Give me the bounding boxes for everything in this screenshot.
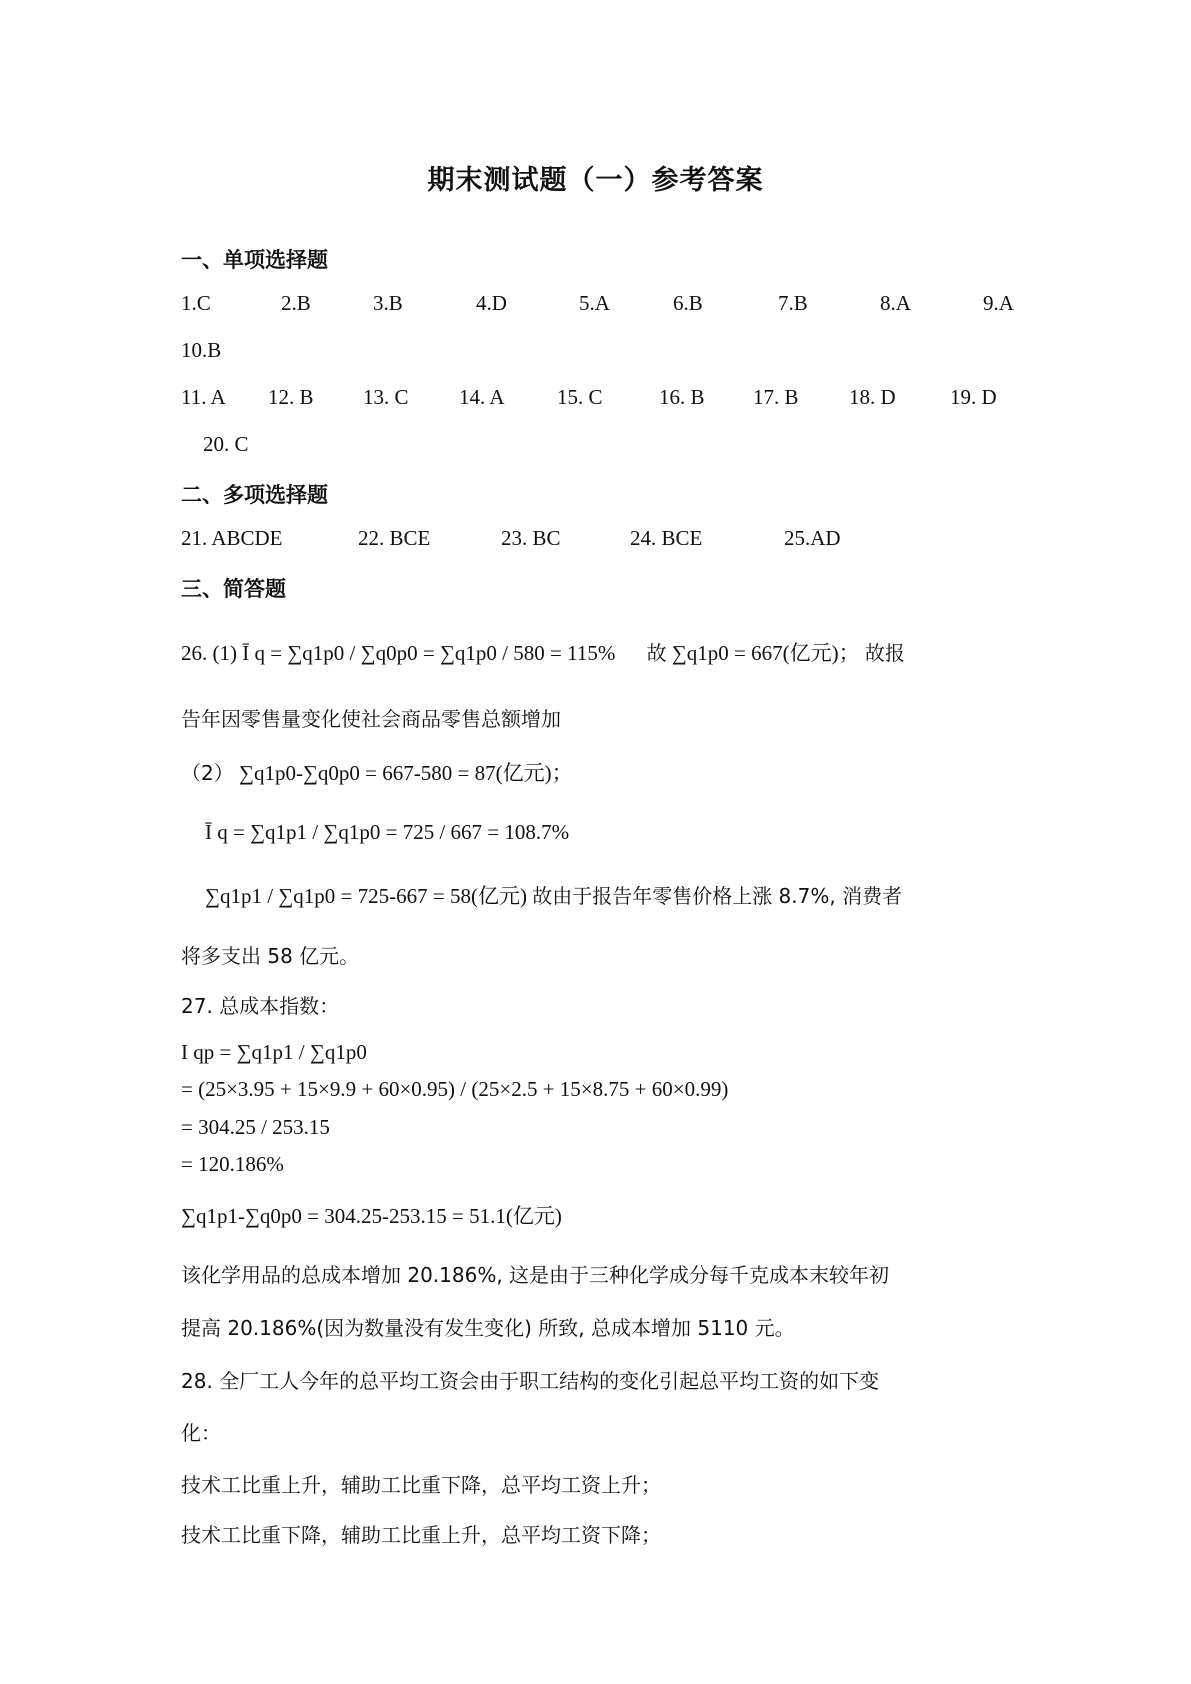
answer-item: 1.C: [181, 291, 211, 315]
q26-line-5: [205, 880, 902, 910]
section-heading-single-choice: 一、单项选择题: [181, 248, 328, 272]
answer-item: 4.D: [476, 291, 507, 315]
answer-item: 10.B: [181, 338, 222, 362]
answer-item: 9.A: [983, 291, 1014, 315]
q28-text-4: 技术工比重下降，辅助工比重上升，总平均工资下降；: [181, 1523, 661, 1547]
q26-formula-2: ∑q1p0-∑q0p0 = 667-580 = 87(亿元)；: [238, 761, 573, 785]
q27-text-2: 提高 20.186%(因为数量没有发生变化) 所致, 总成本增加 5110 元。: [181, 1316, 795, 1340]
answer-item: 25.AD: [784, 526, 841, 550]
answer-item: 8.A: [880, 291, 911, 315]
answer-item: 22. BCE: [358, 526, 431, 550]
section-heading-short-answer: 三、简答题: [181, 577, 286, 601]
q26-line-3: [181, 757, 573, 787]
answer-item: 2.B: [281, 291, 311, 315]
q26-formula-4: ∑q1p1 / ∑q1p0 = 725-667 = 58(亿元): [205, 884, 527, 908]
answer-item: 24. BCE: [630, 526, 703, 550]
answer-item: 15. C: [557, 385, 603, 409]
page-title: 期末测试题（一）参考答案: [427, 165, 764, 196]
q28-text-2: 化：: [181, 1421, 221, 1445]
answer-item: 12. B: [268, 385, 314, 409]
q27-formula-1: I qp = ∑q1p1 / ∑q1p0: [181, 1040, 367, 1064]
q26-part2-label: （2）: [181, 761, 234, 785]
section-heading-multi-choice: 二、多项选择题: [181, 483, 328, 507]
q27-formula-2: = (25×3.95 + 15×9.9 + 60×0.95) / (25×2.5 + 15×8.75 + 60×0.99): [181, 1077, 729, 1101]
answer-item: 18. D: [849, 385, 896, 409]
q26-formula-1b: ∑q1p0 = 667(亿元)；: [671, 641, 860, 665]
answer-item: 7.B: [778, 291, 808, 315]
answer-item: 21. ABCDE: [181, 526, 283, 550]
q26-conclusion: 故由于报告年零售价格上涨 8.7%, 消费者: [532, 884, 903, 908]
q26-prefix: 26. (1): [181, 641, 243, 665]
q27-formula-3: = 304.25 / 253.15: [181, 1115, 330, 1139]
answer-item: 19. D: [950, 385, 997, 409]
q27-text-1: 该化学用品的总成本增加 20.186%, 这是由于三种化学成分每千克成本末较年初: [181, 1263, 890, 1287]
q26-formula-3: Ī q = ∑q1p1 / ∑q1p0 = 725 / 667 = 108.7%: [205, 820, 570, 844]
q27-formula-5: ∑q1p1-∑q0p0 = 304.25-253.15 = 51.1(亿元): [181, 1204, 562, 1228]
q26-line-2: 告年因零售量变化使社会商品零售总额增加: [181, 707, 561, 731]
q26-line-1: [181, 637, 905, 667]
q26-tail: 故报: [864, 641, 905, 665]
q28-text-1: 28. 全厂工人今年的总平均工资会由于职工结构的变化引起总平均工资的如下变: [181, 1369, 880, 1393]
answer-item: 13. C: [363, 385, 409, 409]
q28-text-3: 技术工比重上升，辅助工比重下降，总平均工资上升；: [181, 1473, 661, 1497]
answer-item: 3.B: [373, 291, 403, 315]
q27-formula-4: = 120.186%: [181, 1152, 284, 1176]
answer-item: 14. A: [459, 385, 505, 409]
q27-label: 27. 总成本指数：: [181, 994, 340, 1018]
answer-item: 6.B: [673, 291, 703, 315]
q26-connector: 故: [646, 641, 667, 665]
q26-formula-1: Ī q = ∑q1p0 / ∑q0p0 = ∑q1p0 / 580 = 115%: [242, 641, 616, 665]
answer-item: 23. BC: [501, 526, 561, 550]
answer-item: 11. A: [181, 385, 226, 409]
q26-conclusion-cont: 将多支出 58 亿元。: [181, 944, 360, 968]
answer-item: 5.A: [579, 291, 610, 315]
answer-item: 16. B: [659, 385, 705, 409]
answer-item: 17. B: [753, 385, 799, 409]
answer-item: 20. C: [203, 432, 249, 456]
